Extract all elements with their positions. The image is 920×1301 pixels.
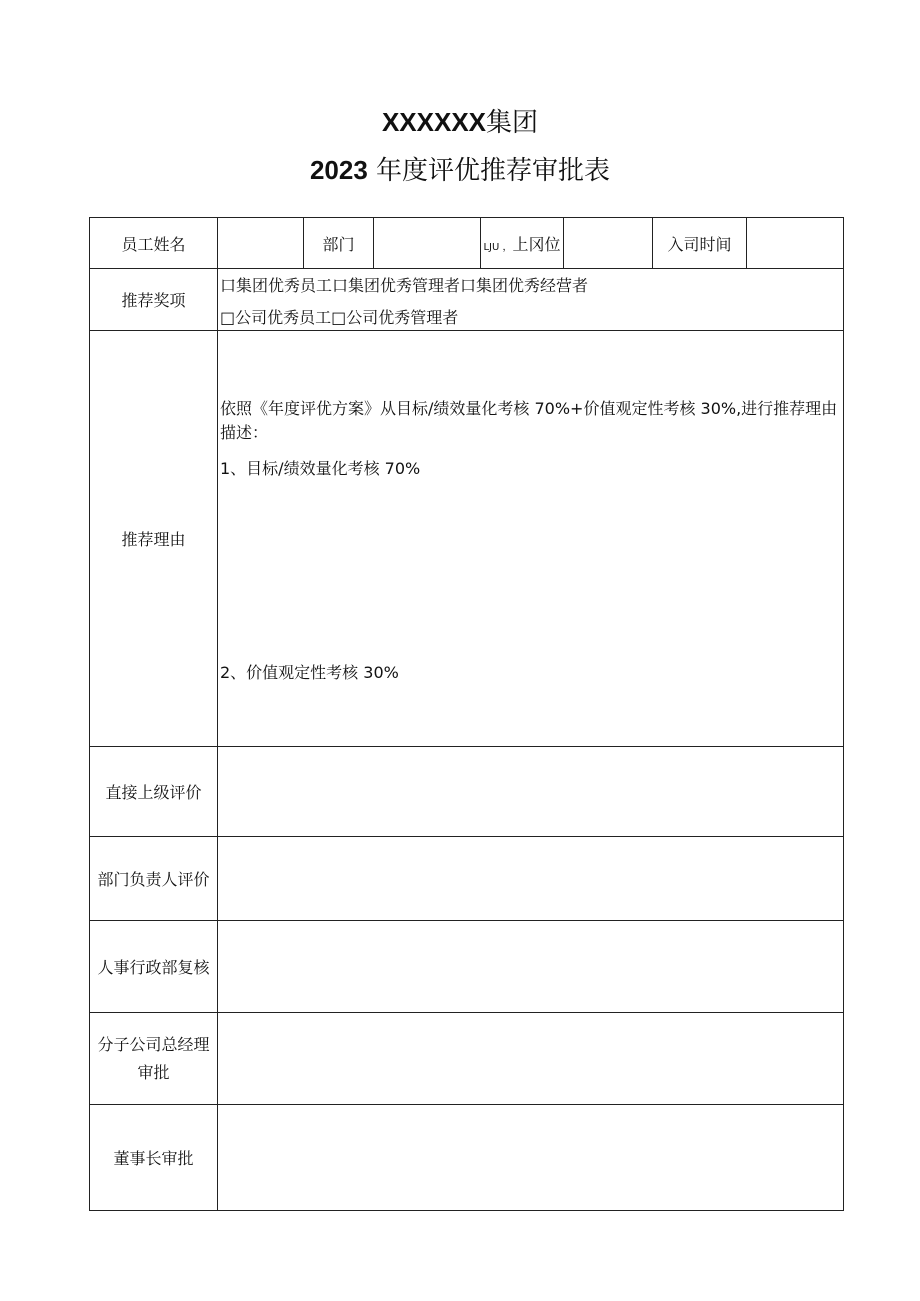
department-label: 部门 bbox=[304, 218, 374, 269]
reason-row bbox=[90, 331, 844, 747]
dept-head-review-field[interactable] bbox=[218, 837, 844, 921]
company-name-suffix: 集团 bbox=[486, 108, 539, 138]
reason-item-1: 1、目标/绩效量化考核 70% bbox=[220, 458, 421, 478]
chairman-approval-label: 董事长审批 bbox=[90, 1105, 218, 1211]
approval-row-supervisor bbox=[90, 747, 844, 837]
hire-date-field[interactable] bbox=[747, 218, 844, 269]
form-title bbox=[0, 153, 920, 188]
dept-head-review-label: 部门负责人评价 bbox=[90, 837, 218, 921]
gm-approval-label bbox=[90, 1013, 218, 1105]
supervisor-review-label: 直接上级评价 bbox=[90, 747, 218, 837]
hr-review-label: 人事行政部复核 bbox=[90, 921, 218, 1013]
award-row bbox=[90, 269, 844, 331]
reason-item-2: 2、价值观定性考核 30% bbox=[220, 662, 399, 682]
reason-intro: 依照《年度评优方案》从目标/绩效量化考核 70%+价值观定性考核 30%,进行推荐理由描述： bbox=[220, 398, 838, 442]
award-options-line1[interactable]: 口集团优秀员工口集团优秀管理者口集团优秀经营者 bbox=[220, 276, 589, 295]
gm-approval-label-line2: 审批 bbox=[137, 1062, 170, 1082]
employee-name-label: 员工姓名 bbox=[90, 218, 218, 269]
company-title bbox=[0, 105, 920, 140]
reason-label: 推荐理由 bbox=[90, 331, 218, 747]
award-label: 推荐奖项 bbox=[90, 269, 218, 331]
position-label: 上冈位 bbox=[512, 234, 561, 254]
award-options bbox=[218, 269, 844, 331]
approval-form-table bbox=[89, 217, 844, 1211]
supervisor-review-field[interactable] bbox=[218, 747, 844, 837]
gm-approval-label-line1: 分子公司总经理 bbox=[97, 1034, 210, 1054]
approval-row-chairman bbox=[90, 1105, 844, 1211]
approval-row-dept-head bbox=[90, 837, 844, 921]
position-label-prefix: LJU ， bbox=[483, 241, 513, 253]
chairman-approval-field[interactable] bbox=[218, 1105, 844, 1211]
position-label-cell bbox=[481, 218, 564, 269]
form-name: 年度评优推荐审批表 bbox=[376, 156, 611, 186]
employee-name-field[interactable] bbox=[218, 218, 304, 269]
position-field[interactable] bbox=[564, 218, 653, 269]
reason-field[interactable] bbox=[218, 331, 844, 747]
company-name-bold: XXXXXX bbox=[381, 107, 487, 137]
basic-info-row bbox=[90, 218, 844, 269]
form-year: 2023 bbox=[309, 155, 368, 185]
department-field[interactable] bbox=[374, 218, 481, 269]
hire-date-label: 入司时间 bbox=[653, 218, 747, 269]
hr-review-field[interactable] bbox=[218, 921, 844, 1013]
approval-row-hr bbox=[90, 921, 844, 1013]
gm-approval-field[interactable] bbox=[218, 1013, 844, 1105]
approval-row-gm bbox=[90, 1013, 844, 1105]
award-options-line2[interactable]: □公司优秀员工□公司优秀管理者 bbox=[220, 308, 459, 327]
